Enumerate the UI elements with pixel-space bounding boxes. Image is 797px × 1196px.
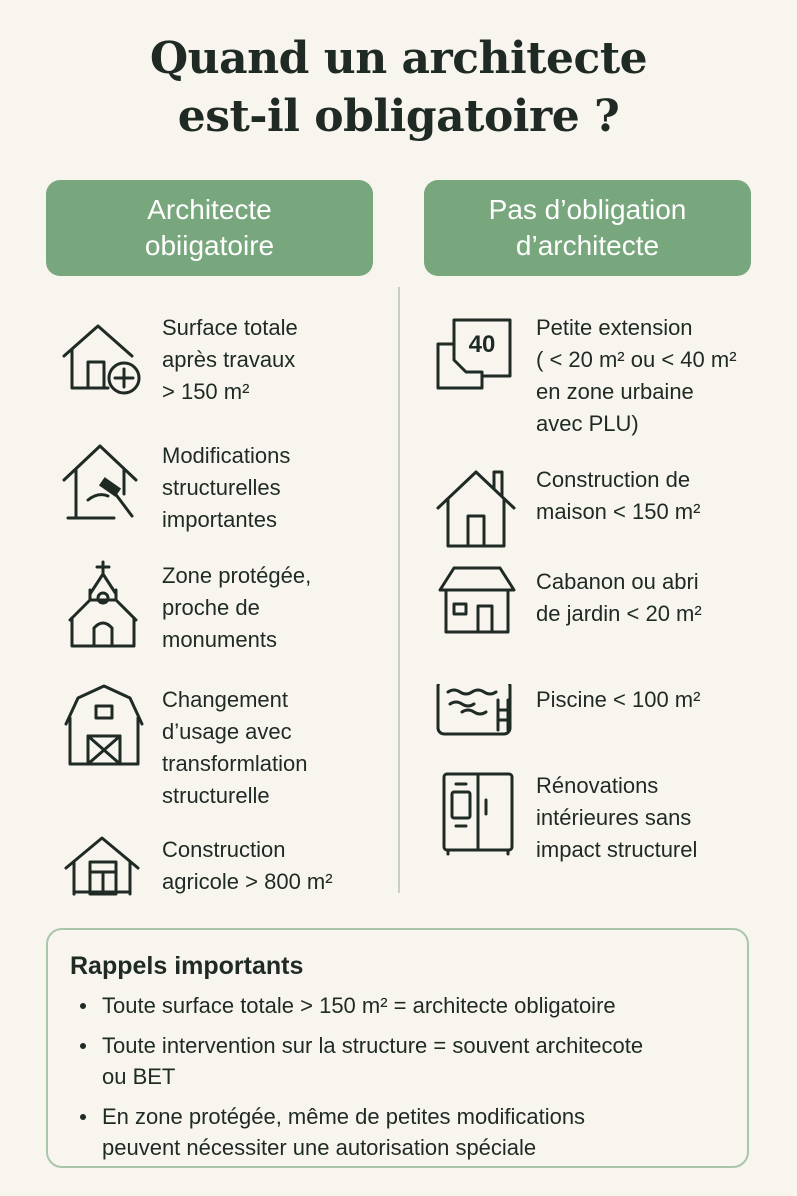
extension-40-icon [432, 312, 522, 402]
item-line: impact structurel [536, 837, 698, 862]
house-hammer-icon [58, 440, 148, 530]
house-chimney-icon [432, 464, 522, 554]
left-item-surface [58, 312, 388, 408]
item-line: > 150 m² [162, 379, 250, 404]
list-item [74, 990, 744, 1021]
item-line: Zone protégée, [162, 563, 312, 588]
left-item-usage-change [58, 684, 388, 812]
reminder-line: ou BET [102, 1064, 176, 1089]
item-line: en zone urbaine [536, 379, 694, 404]
reminders-title: Rappels importants [70, 952, 304, 980]
title-line-2: est-il obligatoire ? [177, 91, 620, 142]
left-header-line-1: Architecte [147, 194, 272, 225]
column-divider [398, 287, 400, 893]
left-column-header [46, 180, 373, 276]
right-item-small-extension [432, 312, 792, 440]
item-line: après travaux [162, 347, 296, 372]
right-item-pool [432, 684, 792, 774]
bullet-icon [80, 1043, 86, 1049]
item-line: transformlation [162, 751, 308, 776]
item-line: Changement [162, 687, 288, 712]
item-line: intérieures sans [536, 805, 692, 830]
item-line: Cabanon ou abri [536, 569, 699, 594]
house-plus-icon [58, 312, 148, 402]
item-line: structurelles [162, 475, 281, 500]
item-line: Rénovations [536, 773, 659, 798]
reminder-line: Toute surface totale > 150 m² = architecte obligatoire [102, 993, 616, 1018]
right-header-line-2: d’architecte [515, 230, 660, 261]
barn-icon [58, 684, 148, 774]
item-line: agricole > 800 m² [162, 869, 333, 894]
item-line: monuments [162, 627, 277, 652]
item-line: d’usage avec [162, 719, 292, 744]
right-header-line-1: Pas d’obligation [488, 194, 687, 225]
item-line: ( < 20 m² ou < 40 m² [536, 347, 737, 372]
title-line-1: Quand un architecte [149, 33, 648, 84]
left-item-agricultural [58, 834, 388, 924]
right-item-shed [432, 566, 792, 656]
item-line: Modifications [162, 443, 291, 468]
farm-building-icon [58, 834, 148, 924]
reminders-list [74, 990, 744, 1172]
item-line: importantes [162, 507, 277, 532]
reminder-line: peuvent nécessiter une autorisation spéciale [102, 1135, 537, 1160]
bullet-icon [80, 1003, 86, 1009]
item-line: avec PLU) [536, 411, 639, 436]
left-header-line-2: obiigatoire [144, 230, 275, 261]
reminder-line: En zone protégée, même de petites modifications [102, 1104, 586, 1129]
item-line: Surface totale [162, 315, 298, 340]
left-item-protected-zone [58, 560, 388, 656]
list-item [74, 1101, 744, 1163]
item-line: proche de [162, 595, 260, 620]
item-line: de jardin < 20 m² [536, 601, 702, 626]
right-column-header [424, 180, 751, 276]
interior-appliance-icon [432, 770, 522, 860]
reminder-line: Toute intervention sur la structure = souvent architecote [102, 1033, 644, 1058]
item-line: Construction [162, 837, 286, 862]
extension-badge: 40 [468, 331, 496, 358]
item-line: Piscine < 100 m² [536, 687, 701, 712]
right-item-house [432, 464, 792, 554]
bullet-icon [80, 1114, 86, 1120]
reminders-box [46, 928, 749, 1168]
church-icon [58, 560, 148, 650]
garden-shed-icon [432, 566, 522, 656]
list-item [74, 1030, 744, 1092]
page-title [0, 30, 797, 146]
left-item-structural [58, 440, 388, 536]
pool-icon [432, 684, 522, 774]
item-line: maison < 150 m² [536, 499, 701, 524]
right-item-renovation [432, 770, 792, 866]
item-line: structurelle [162, 783, 270, 808]
item-line: Construction de [536, 467, 691, 492]
item-line: Petite extension [536, 315, 693, 340]
